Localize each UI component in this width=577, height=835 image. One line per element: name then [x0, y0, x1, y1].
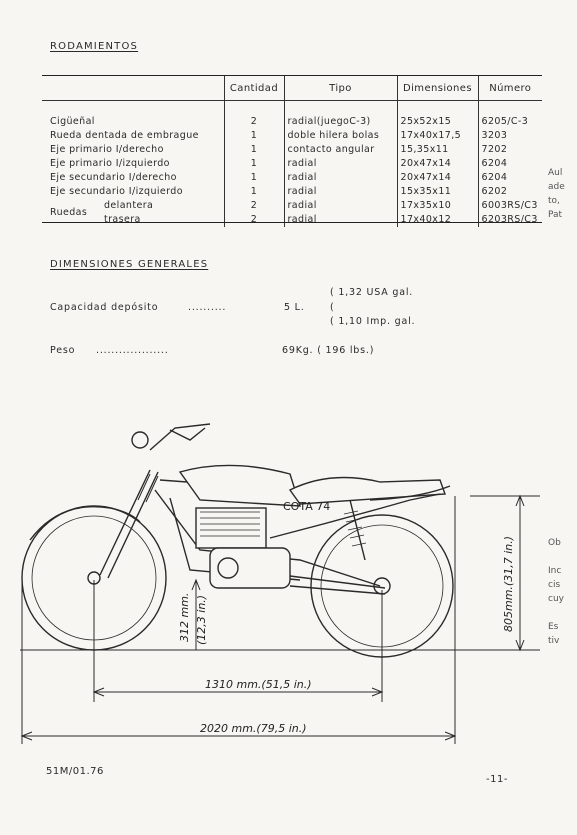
wheels-label: Ruedas — [50, 207, 88, 218]
cell-type: radial — [287, 214, 317, 225]
side-text-a3: Pat — [548, 210, 563, 220]
seat-height-label: 805mm.(31,7 in.) — [502, 535, 515, 632]
cell-type: contacto angular — [284, 143, 397, 157]
table-bottom-rule — [42, 222, 542, 223]
table-row — [42, 171, 542, 185]
table-row — [42, 185, 542, 199]
col-header-dims: Dimensiones — [397, 76, 478, 101]
cell-qty: 2 — [250, 200, 258, 211]
cell-qty: 1 — [224, 129, 284, 143]
cell-number: 6205/C-3 — [478, 115, 542, 129]
cell-type: radial — [284, 185, 397, 199]
cell-number: 6204 — [478, 157, 542, 171]
page-number: -11- — [486, 774, 508, 785]
cell-qty: 1 — [224, 143, 284, 157]
wheel-rear-label: trasera — [104, 214, 141, 225]
cell-dims: 25x52x15 — [397, 115, 478, 129]
cell-dims: 20x47x14 — [397, 157, 478, 171]
col-header-part — [42, 76, 224, 101]
col-header-number: Número — [478, 76, 542, 101]
cell-number: 6204 — [478, 171, 542, 185]
cell-number: 6003RS/C3 — [481, 200, 538, 211]
side-text-b3: cuy — [548, 594, 564, 604]
bearings-heading: RODAMIENTOS — [50, 41, 139, 52]
clearance-mm-label: 312 mm. — [178, 592, 191, 642]
cell-type: doble hilera bolas — [284, 129, 397, 143]
cell-type: radial — [284, 171, 397, 185]
wheel-front-label: delantera — [104, 200, 154, 211]
side-text-a0: Aul — [548, 168, 563, 178]
cell-part: Eje primario I/izquierdo — [50, 158, 170, 169]
side-text-b2: cis — [548, 580, 561, 590]
cell-dims: 17x40x12 — [400, 214, 452, 225]
side-text-b4: Es — [548, 622, 559, 632]
table-header-row — [42, 76, 542, 101]
wheelbase-label: 1310 mm.(51,5 in.) — [205, 678, 312, 691]
cell-type: radial — [284, 157, 397, 171]
cell-type: radial — [287, 200, 317, 211]
cell-number: 6202 — [478, 185, 542, 199]
cell-type: radial(juegoC-3) — [284, 115, 397, 129]
cell-part: Rueda dentada de embrague — [50, 130, 199, 141]
cell-qty: 2 — [224, 115, 284, 129]
cell-dims: 17x40x17,5 — [397, 129, 478, 143]
table-row — [42, 115, 542, 129]
tank-usa-gal: ( 1,32 USA gal. — [330, 287, 414, 298]
bearings-table — [42, 76, 542, 227]
overall-length-label: 2020 mm.(79,5 in.) — [200, 722, 307, 735]
weight-dots: ................... — [96, 345, 169, 356]
tank-imp-gal: ( 1,10 Imp. gal. — [330, 316, 416, 327]
cell-dims: 15x35x11 — [397, 185, 478, 199]
col-header-qty: Cantidad — [224, 76, 284, 101]
tank-label: Capacidad depósito — [50, 302, 159, 313]
cell-part: Eje secundario I/derecho — [50, 172, 177, 183]
cell-number: 7202 — [478, 143, 542, 157]
side-text-b1: Inc — [548, 566, 562, 576]
tank-dots: .......... — [188, 302, 227, 313]
side-text-a1: ade — [548, 182, 565, 192]
cell-dims: 17x35x10 — [400, 200, 452, 211]
col-header-type: Tipo — [284, 76, 397, 101]
general-dimensions-heading: DIMENSIONES GENERALES — [50, 259, 209, 270]
table-row — [42, 143, 542, 157]
cell-dims: 15,35x11 — [397, 143, 478, 157]
footer-code: 51M/01.76 — [46, 766, 104, 777]
cell-part: Cigüeñal — [50, 116, 95, 127]
motorcycle-drawing — [0, 410, 577, 750]
cell-part: Eje primario I/derecho — [50, 144, 164, 155]
cell-dims: 20x47x14 — [397, 171, 478, 185]
cell-number: 3203 — [478, 129, 542, 143]
clearance-in-label: (12,3 in.) — [195, 594, 208, 645]
table-row — [42, 157, 542, 171]
side-text-b5: tiv — [548, 636, 560, 646]
weight-value: 69Kg. ( 196 lbs.) — [282, 345, 375, 356]
cell-number: 6203RS/C3 — [481, 214, 538, 225]
tank-bracket: ( — [330, 302, 335, 313]
cell-qty: 1 — [224, 157, 284, 171]
cell-part: Eje secundario I/izquierdo — [50, 186, 183, 197]
cell-qty: 1 — [224, 185, 284, 199]
side-text-a2: to, — [548, 196, 560, 206]
side-text-b0: Ob — [548, 538, 561, 548]
cell-qty: 1 — [224, 171, 284, 185]
weight-label: Peso — [50, 345, 76, 356]
tank-value: 5 L. — [284, 302, 305, 313]
table-row — [42, 129, 542, 143]
cell-qty: 2 — [250, 214, 258, 225]
tank-brand-text: COTA 74 — [283, 500, 331, 513]
